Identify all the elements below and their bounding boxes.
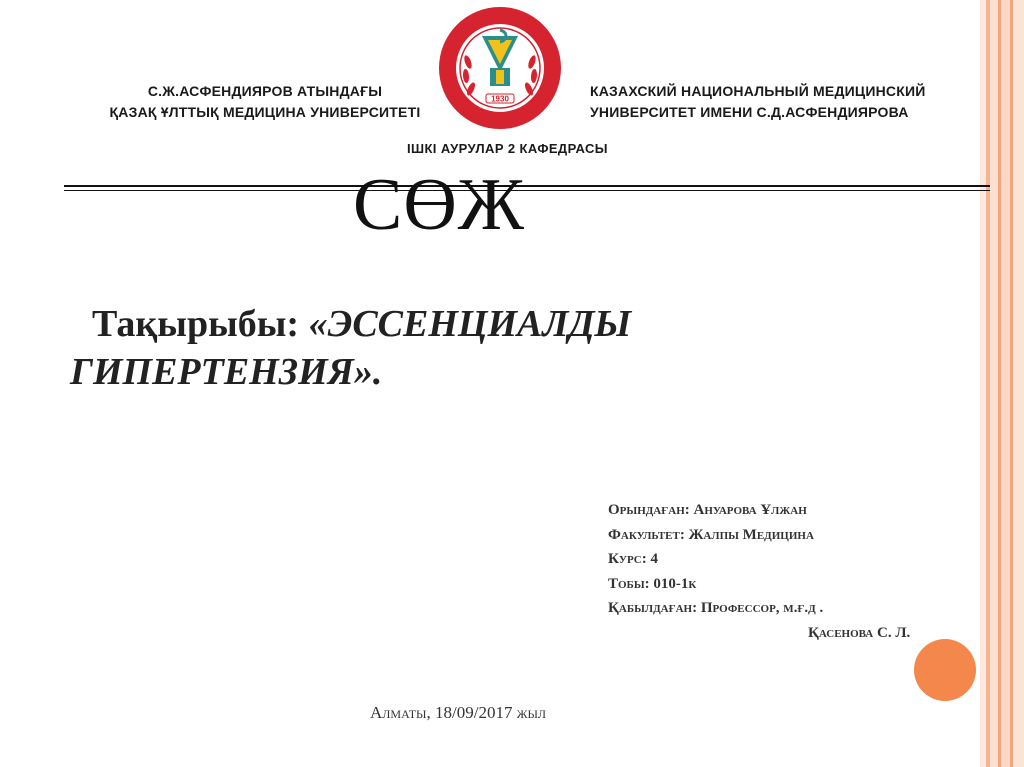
- performer: Орындаған: Ануарова Ұлжан: [608, 502, 807, 518]
- topic-text-line1: «ЭССЕНЦИАЛДЫ: [308, 303, 632, 345]
- topic-block: [70, 300, 710, 396]
- header-right-line2: УНИВЕРСИТЕТ ИМЕНИ С.Д.АСФЕНДИЯРОВА: [590, 104, 909, 120]
- department-name: ІШКІ АУРУЛАР 2 КАФЕДРАСЫ: [407, 141, 608, 156]
- header-left-line1: С.Ж.АСФЕНДИЯРОВ АТЫНДАҒЫ: [147, 83, 383, 99]
- logo-year: 1930: [491, 94, 509, 104]
- topic-text-line2: ГИПЕРТЕНЗИЯ».: [70, 351, 383, 393]
- accepted-by: Қабылдаған: Профессор, м.ғ.д .: [608, 600, 824, 616]
- author-info: [608, 498, 968, 645]
- stripe: [1001, 0, 1010, 767]
- university-name-kazakh: [80, 81, 450, 123]
- university-logo: [438, 6, 562, 130]
- footer-city-date: Алматы, 18/09/2017 жыл: [370, 703, 547, 722]
- faculty: Факультет: Жалпы Медицина: [608, 526, 814, 543]
- decorative-stripes: [980, 0, 1024, 767]
- group: Тобы: 010-1к: [608, 575, 697, 592]
- header-left-line2: ҚАЗАҚ ҰЛТТЫҚ МЕДИЦИНА УНИВЕРСИТЕТІ: [109, 104, 421, 120]
- course: Курс: 4: [608, 551, 658, 567]
- stripe: [990, 0, 998, 767]
- slide-title: СӨЖ: [353, 164, 526, 246]
- divider-line: [64, 190, 990, 191]
- header-right-line1: КАЗАХСКИЙ НАЦИОНАЛЬНЫЙ МЕДИЦИНСКИЙ: [590, 83, 926, 99]
- divider-line: [64, 185, 990, 187]
- decorative-circle: [914, 639, 976, 701]
- topic-lead: Тақырыбы:: [92, 303, 309, 345]
- stripe: [1013, 0, 1024, 767]
- university-name-russian: [590, 81, 980, 123]
- accepted-name: Қасенова С. Л.: [808, 624, 911, 641]
